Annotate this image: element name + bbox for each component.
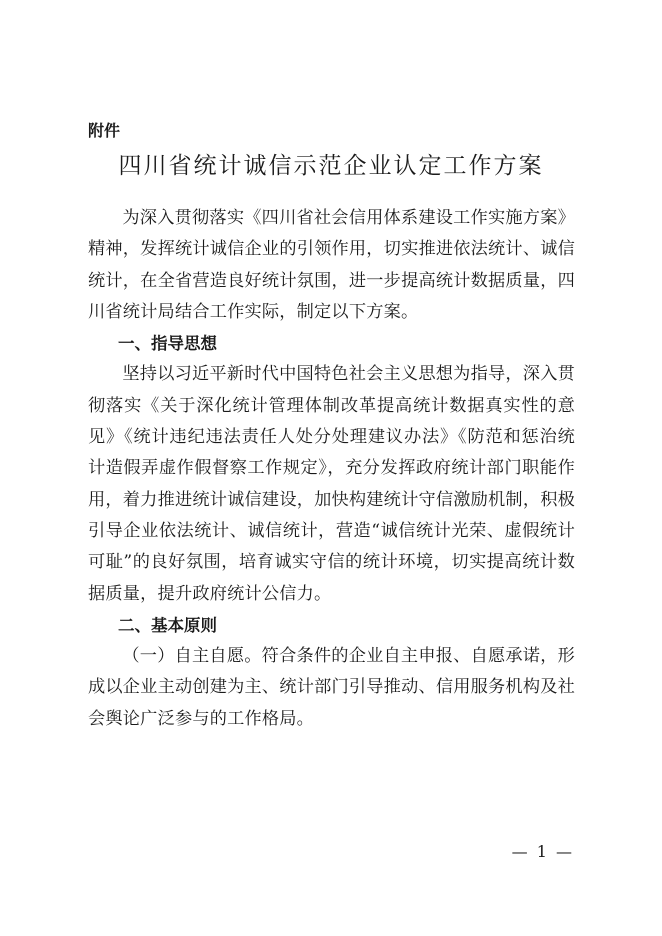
intro-paragraph: 为深入贯彻落实《四川省社会信用体系建设工作实施方案》精神，发挥统计诚信企业的引领作用，切实推进依法统计、诚信统计，在全省营造良好统计氛围，进一步提高统计数据质量，四川省统计局结合工作实际，制定以下方案。: [88, 208, 575, 322]
document-title: 四川省统计诚信示范企业认定工作方案: [118, 153, 544, 179]
guiding-ideology-paragraph: 坚持以习近平新时代中国特色社会主义思想为指导，深入贯彻落实《关于深化统计管理体制改革提高统计数据真实性的意见》《统计违纪违法责任人处分处理建议办法》《防范和惩治统计造假弄虚作假督察工作规定》，充分发挥政府统计部门职能作用，着力推进统计诚信建设，加快构建统计守信激励机制，积极引导企业依法统计、诚信统计，营造“诚信统计光荣、虚假统计可耻”的良好氛围，培育诚实守信的统计环境，切实提高统计数据质量，提升政府统计公信力。: [88, 364, 575, 604]
section-heading-basic-principles: 二、基本原则: [118, 615, 217, 635]
document-body: [88, 203, 575, 735]
principle-item-voluntary: （一）自主自愿。符合条件的企业自主申报、自愿承诺，形成以企业主动创建为主、统计部门引导推动、信用服务机构及社会舆论广泛参与的工作格局。: [88, 646, 575, 729]
page-number: — 1 —: [511, 842, 574, 861]
section-heading-guiding-ideology: 一、指导思想: [118, 334, 217, 354]
attachment-label: 附件: [88, 121, 121, 140]
